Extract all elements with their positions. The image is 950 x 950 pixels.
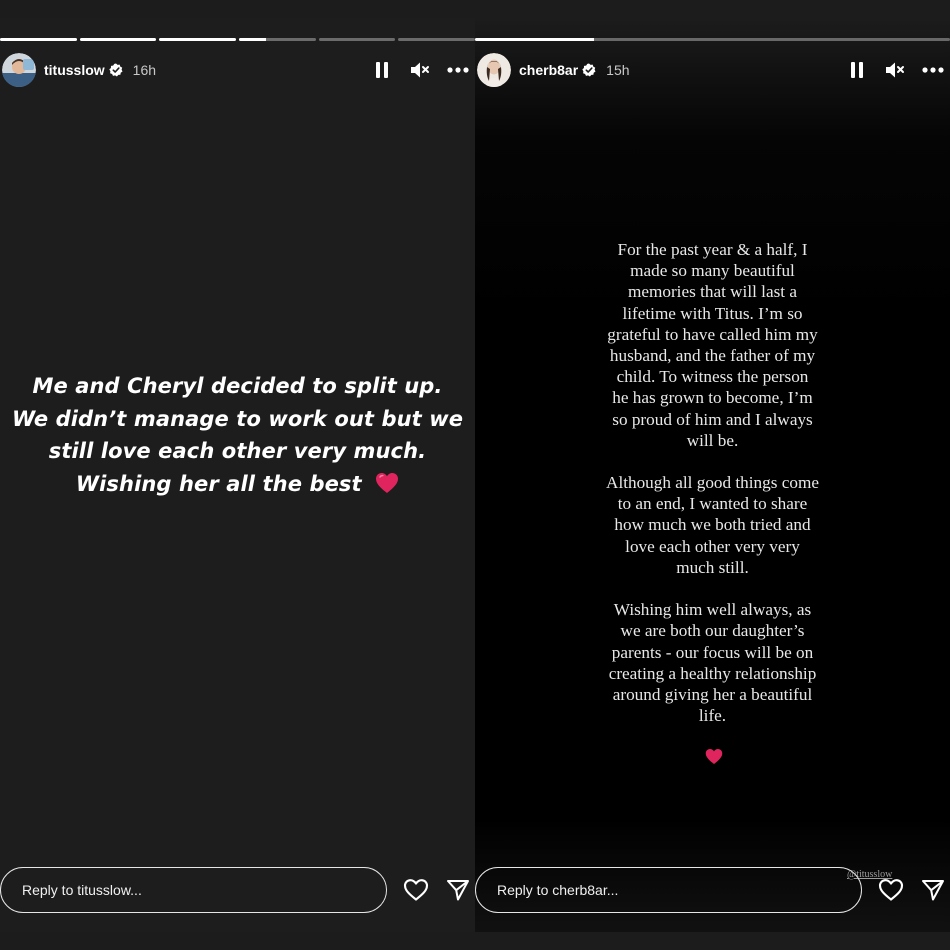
story-progress-bar [475, 38, 950, 41]
progress-segment [475, 38, 950, 41]
story-header [475, 52, 950, 88]
story-text-line [0, 468, 475, 501]
story-text-line: Although all good things come [606, 473, 819, 493]
story-text [475, 239, 950, 726]
story-text-line: to an end, I wanted to share [617, 494, 808, 514]
story-header [0, 52, 475, 88]
story-text-line: Me and Cheryl decided to split up. [32, 374, 443, 398]
story-text-line: how much we both tried and [614, 515, 811, 535]
reply-actions [862, 876, 947, 904]
progress-segment [80, 38, 157, 41]
story-controls [846, 52, 944, 88]
story-text [0, 370, 475, 500]
story-panel-cherb8ar[interactable] [475, 18, 950, 932]
pause-icon[interactable] [371, 59, 393, 81]
progress-segment [159, 38, 236, 41]
username[interactable]: titusslow [44, 62, 105, 78]
story-text-line [475, 578, 950, 599]
story-text-line: creating a healthy relationship [608, 663, 817, 683]
story-text-line: child. To witness the person [616, 367, 809, 387]
post-time: 16h [132, 62, 157, 78]
story-text-line: made so many beautiful [630, 261, 795, 281]
reply-actions [387, 876, 472, 904]
story-panel-titusslow[interactable] [0, 18, 475, 932]
send-icon[interactable] [444, 876, 472, 904]
more-icon[interactable] [447, 59, 469, 81]
story-text-line: so proud of him and I always [612, 409, 813, 429]
story-text-line: Wishing him well always, as [613, 600, 812, 620]
heart-emoji [375, 472, 399, 494]
heart-icon[interactable] [877, 876, 905, 904]
story-text-line: For the past year & a half, I [617, 240, 808, 259]
more-icon[interactable] [922, 59, 944, 81]
story-text-line: grateful to have called him my [607, 324, 818, 344]
story-text-line: will be. [686, 430, 739, 450]
verified-badge-icon [582, 63, 596, 77]
progress-segment [0, 38, 77, 41]
story-text-line: We didn’t manage to work out but we [11, 406, 464, 431]
story-text-line: memories that will last a [628, 282, 797, 302]
progress-segment [319, 38, 396, 41]
story-text-line [475, 451, 950, 472]
reply-input[interactable]: Reply to titusslow... [0, 867, 387, 913]
story-text-line: love each other very very [625, 536, 800, 556]
story-text-line: life. [698, 706, 727, 726]
story-text-line: husband, and the father of my [609, 345, 816, 365]
reply-bar [0, 867, 475, 913]
story-text-line: parents - our focus will be on [611, 642, 814, 662]
username[interactable]: cherb8ar [519, 62, 579, 78]
send-icon[interactable] [919, 876, 947, 904]
verified-badge-icon [109, 63, 123, 77]
story-text-line: much still. [676, 557, 749, 577]
story-text-line: around giving her a beautiful [612, 684, 813, 704]
mention-sticker[interactable]: @titusslow [847, 869, 893, 880]
story-text-line: lifetime with Titus. I’m so [622, 303, 803, 323]
heart-icon[interactable] [402, 876, 430, 904]
progress-segment [239, 38, 316, 41]
reply-bar [475, 867, 950, 913]
story-text-line: still love each other very much. [48, 439, 427, 463]
story-text-line: we are both our daughter’s [620, 621, 805, 641]
story-controls [371, 52, 469, 88]
story-progress-bar [0, 38, 475, 41]
post-time: 15h [606, 62, 630, 78]
reply-input[interactable]: Reply to cherb8ar... [475, 867, 862, 913]
progress-segment [398, 38, 475, 41]
story-text-line-content: Wishing her all the best [75, 471, 362, 496]
avatar[interactable] [2, 53, 36, 87]
story-text-line: he has grown to become, I’m [612, 388, 813, 408]
mute-icon[interactable] [409, 59, 431, 81]
avatar[interactable] [477, 53, 511, 87]
mute-icon[interactable] [884, 59, 906, 81]
heart-emoji [705, 748, 723, 766]
pause-icon[interactable] [846, 59, 868, 81]
